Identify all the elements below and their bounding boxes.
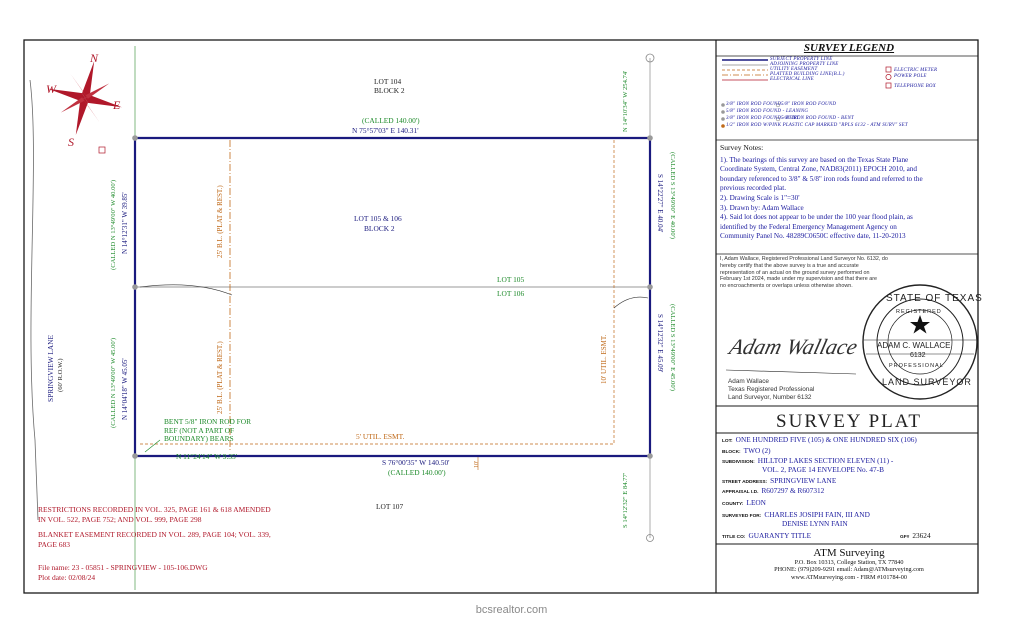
street-edge bbox=[30, 80, 38, 520]
plat-surveyed-for-2: DENISE LYNN FAIN bbox=[782, 519, 848, 528]
building-line-lower: 25' B.L. (PLAT & REST.) bbox=[216, 341, 224, 414]
plat-title-co: TITLE CO: GUARANTY TITLE bbox=[722, 531, 812, 540]
east-upper-called: (CALLED S 13°49'00" E 40.00') bbox=[669, 152, 676, 240]
north-called: (CALLED 140.00') bbox=[362, 116, 420, 125]
signature: Adam Wallace bbox=[727, 334, 861, 359]
compass-s: S bbox=[68, 135, 74, 149]
ne-tie: N 14°10'34" W 254.74' bbox=[622, 70, 629, 132]
plat-title: SURVEY PLAT bbox=[776, 411, 922, 432]
lot-divider-bottom: LOT 106 bbox=[497, 289, 525, 298]
signature-block: Adam Wallace Texas Registered Professional Land Surveyor, Number 6132 bbox=[728, 378, 815, 401]
plat-county: COUNTY: LEON bbox=[722, 498, 766, 507]
telephone-box-icon bbox=[99, 147, 105, 153]
lot-north: LOT 104 bbox=[374, 77, 402, 86]
electric-meter-icon bbox=[886, 67, 891, 72]
seal-number-text: 6132 bbox=[910, 352, 926, 359]
subject-property-boundary bbox=[135, 138, 650, 456]
plat-subdivision-2: VOL. 2, PAGE 14 ENVELOPE No. 47-B bbox=[762, 465, 884, 474]
rod-note: BENT 5/8" IRON ROD FOR REF (NOT A PART OF BOUNDARY) BEARS bbox=[164, 417, 252, 444]
notes-title: Survey Notes: bbox=[720, 143, 764, 152]
east-lower-bearing: S 14°12'32" E 45.09' bbox=[656, 314, 664, 373]
compass-w: W bbox=[46, 82, 56, 96]
easement-note: BLANKET EASEMENT RECORDED IN VOL. 289, PAGE 104; VOL. 339, PAGE 683 bbox=[38, 530, 271, 549]
west-upper-called: (CALLED N 13°49'00" W 40.00') bbox=[110, 179, 117, 270]
company-block: ATM Surveying P.O. Box 10313, College Station, TX 77840 PHONE: (979)209-9291 email: Adam@ATMsurveying.com www.ATMsurveying.com - FIRM #101784-00 bbox=[720, 547, 978, 581]
seal-professional-text: PROFESSIONAL bbox=[889, 363, 944, 369]
restrictions-note: RESTRICTIONS RECORDED IN VOL. 325, PAGE 161 & 618 AMENDED IN VOL. 522, PAGE 752; AND VOL. 999, PAGE 298 bbox=[38, 505, 271, 524]
building-line-upper: 25' B.L. (PLAT & REST.) bbox=[216, 185, 224, 258]
plat-subdivision: SUBDIVISION: HILLTOP LAKES SECTION ELEVEN (11) - bbox=[722, 456, 894, 465]
telephone-box-icon bbox=[886, 83, 891, 88]
rod-found-icon bbox=[721, 103, 725, 107]
seal-state-text: STATE OF TEXAS bbox=[886, 293, 983, 304]
power-pole-icon bbox=[886, 74, 891, 79]
plat-block: BLOCK: TWO (2) bbox=[722, 446, 771, 455]
lot-subject: LOT 105 & 106 bbox=[354, 214, 402, 223]
watermark: bcsrealtor.com bbox=[475, 604, 548, 616]
lot-divider-top: LOT 105 bbox=[497, 275, 525, 284]
east-upper-bearing: S 14°22'27" E 40.04' bbox=[656, 174, 664, 233]
company-name: ATM Surveying bbox=[813, 547, 885, 559]
sw-tie: N 11°24'14" W 9.35' bbox=[176, 452, 238, 461]
survey-notes: Survey Notes: 1). The bearings of this survey are based on the Texas State Plane Coordinate System, Central Zone, NAD83(2011) EPOCH 2010, and boundary referenced to 3/8" & 5/8" iron rods found and referred to the previous recorded plat. 2). Drawing Scale is 1"=30' 3). Drawn by: Adam Wallace 4). Said lot does not appear to be under the 100 year flood plain, as identified by the Federal Emergency Management Agency on Community Panel No. 48289C0650C effective date, 11-20-2013 bbox=[720, 143, 978, 242]
west-lower-bearing: N 14°04'18" W 45.05' bbox=[121, 358, 129, 420]
south-bearing: S 76°00'35" W 140.50' bbox=[382, 458, 450, 467]
surveyor-certification: I, Adam Wallace, Registered Professional Land Surveyor No. 6132, do hereby certify that the above survey is a true and accurate representation of an actual on the ground survey performed on February 1st 2024, made under my supervision and that there are no encroachments or overlaps unless otherwise shown. bbox=[720, 256, 888, 290]
west-upper-bearing: N 14°12'31" W 39.85' bbox=[121, 192, 129, 254]
star-icon bbox=[910, 315, 930, 334]
rod-set-icon bbox=[721, 124, 725, 128]
legend-title: SURVEY LEGEND bbox=[803, 42, 895, 54]
util-easement-south: 5' UTIL. ESMT. bbox=[356, 432, 405, 441]
compass-n: N bbox=[90, 51, 99, 65]
north-bearing: N 75°57'03" E 140.31' bbox=[352, 126, 419, 135]
west-lower-called: (CALLED N 13°49'00" W 45.00') bbox=[110, 337, 117, 428]
lot-subject-block: BLOCK 2 bbox=[364, 224, 395, 233]
lot-south: LOT 107 bbox=[376, 502, 404, 511]
plat-lot: LOT: ONE HUNDRED FIVE (105) & ONE HUNDRED SIX (106) bbox=[722, 435, 917, 444]
se-tie: S 14°12'32" E 84.77' bbox=[622, 473, 629, 528]
seal-registered-text: REGISTERED bbox=[896, 309, 942, 315]
plat-gf: GF# 23624 bbox=[900, 531, 931, 540]
street-row: (60' R.O.W.) bbox=[57, 358, 64, 392]
south-dimension: 10' bbox=[474, 460, 480, 468]
seal-name-text: ADAM C. WALLACE bbox=[877, 341, 951, 350]
lot-north-block: BLOCK 2 bbox=[374, 86, 405, 95]
street-name: SPRINGVIEW LANE bbox=[46, 335, 55, 402]
plat-appraisal: APPRAISAL I.D. R607297 & R607312 bbox=[722, 486, 825, 495]
util-easement-east: 10' UTIL. ESMT. bbox=[600, 334, 608, 384]
south-called: (CALLED 140.00') bbox=[388, 468, 446, 477]
plat-street: STREET ADDRESS: SPRINGVIEW LANE bbox=[722, 476, 837, 485]
file-info: File name: 23 - 05851 - SPRINGVIEW - 105-106.DWG Plot date: 02/08/24 bbox=[38, 563, 208, 582]
plat-surveyed-for: SURVEYED FOR: CHARLES JOSIPH FAIN, III AND bbox=[722, 510, 870, 519]
seal-surveyor-text: LAND SURVEYOR bbox=[882, 377, 972, 387]
east-lower-called: (CALLED S 13°49'00" E 45.00') bbox=[669, 304, 676, 392]
compass-e: E bbox=[113, 98, 121, 112]
